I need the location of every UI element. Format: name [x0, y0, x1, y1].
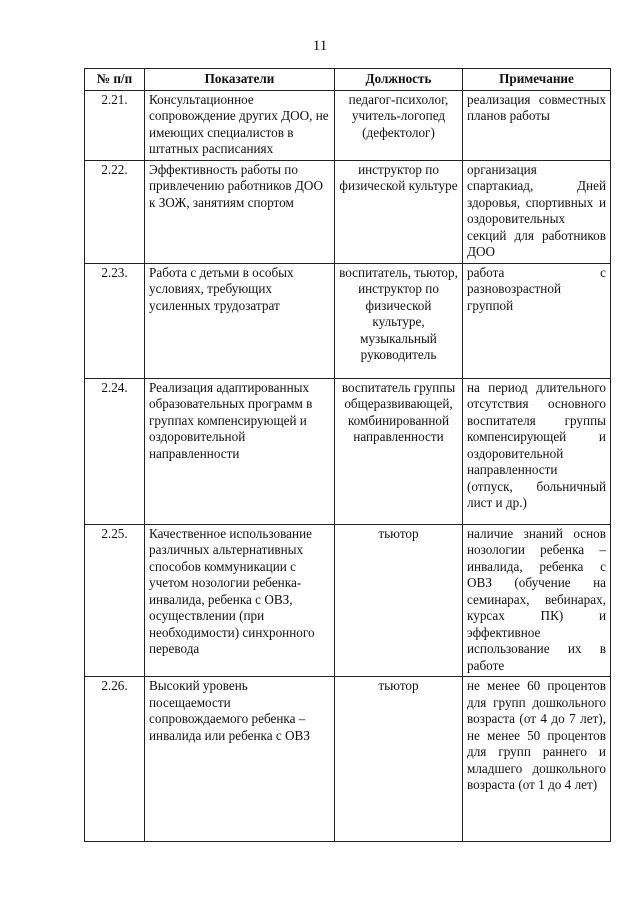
row-position: воспитатель, тьютор, инструктор по физической культуре, музыкальный руководитель: [335, 263, 463, 378]
table-row: [85, 90, 611, 160]
row-indicator: Качественное использование различных альтернативных способов коммуникации с учетом нозологии ребенка-инвалида, ребенка с ОВЗ, осуществлении (при необходимости) синхронного перевода: [145, 524, 335, 677]
row-number: 2.23.: [85, 263, 145, 378]
row-position: тьютор: [335, 524, 463, 677]
row-number: 2.24.: [85, 378, 145, 524]
table-header-row: [85, 69, 611, 91]
row-note: организация спартакиад, Дней здоровья, спортивных и оздоровительных секций для работников ДОО: [463, 160, 611, 263]
header-note: Примечание: [463, 69, 611, 91]
row-indicator: Консультационное сопровождение других ДОО, не имеющих специалистов в штатных расписаниях: [145, 90, 335, 160]
header-indicators: Показатели: [145, 69, 335, 91]
row-number: 2.22.: [85, 160, 145, 263]
row-position: воспитатель группы общеразвивающей, комбинированной направленности: [335, 378, 463, 524]
row-indicator: Высокий уровень посещаемости сопровождаемого ребенка – инвалида или ребенка с ОВЗ: [145, 677, 335, 842]
header-position: Должность: [335, 69, 463, 91]
row-position: педагог-психолог, учитель-логопед (дефектолог): [335, 90, 463, 160]
row-note: наличие знаний основ нозологии ребенка – инвалида, ребенка с ОВЗ (обучение на семинарах, вебинарах, курсах ПК) и эффективное использование их в работе: [463, 524, 611, 677]
table-row: [85, 263, 611, 378]
header-number: № п/п: [85, 69, 145, 91]
row-indicator: Эффективность работы по привлечению работников ДОО к ЗОЖ, занятиям спортом: [145, 160, 335, 263]
row-indicator: Реализация адаптированных образовательных программ в группах компенсирующей и оздоровительной направленности: [145, 378, 335, 524]
page-number: 11: [312, 38, 328, 54]
table-row: [85, 378, 611, 524]
row-note: не менее 60 процентов для групп дошкольного возраста (от 4 до 7 лет), не менее 50 процентов для групп раннего и младшего дошкольного возраста (от 1 до 4 лет): [463, 677, 611, 842]
row-indicator: Работа с детьми в особых условиях, требующих усиленных трудозатрат: [145, 263, 335, 378]
row-position: тьютор: [335, 677, 463, 842]
row-position: инструктор по физической культуре: [335, 160, 463, 263]
table-row: [85, 524, 611, 677]
table-row: [85, 677, 611, 842]
row-number: 2.21.: [85, 90, 145, 160]
table-row: [85, 160, 611, 263]
row-note: работа с разновозрастной группой: [463, 263, 611, 378]
row-note: на период длительного отсутствия основного воспитателя группы компенсирующей и оздоровительной направленности (отпуск, больничный лист и др.): [463, 378, 611, 524]
indicators-table: [84, 68, 611, 842]
row-number: 2.26.: [85, 677, 145, 842]
row-number: 2.25.: [85, 524, 145, 677]
row-note: реализация совместных планов работы: [463, 90, 611, 160]
